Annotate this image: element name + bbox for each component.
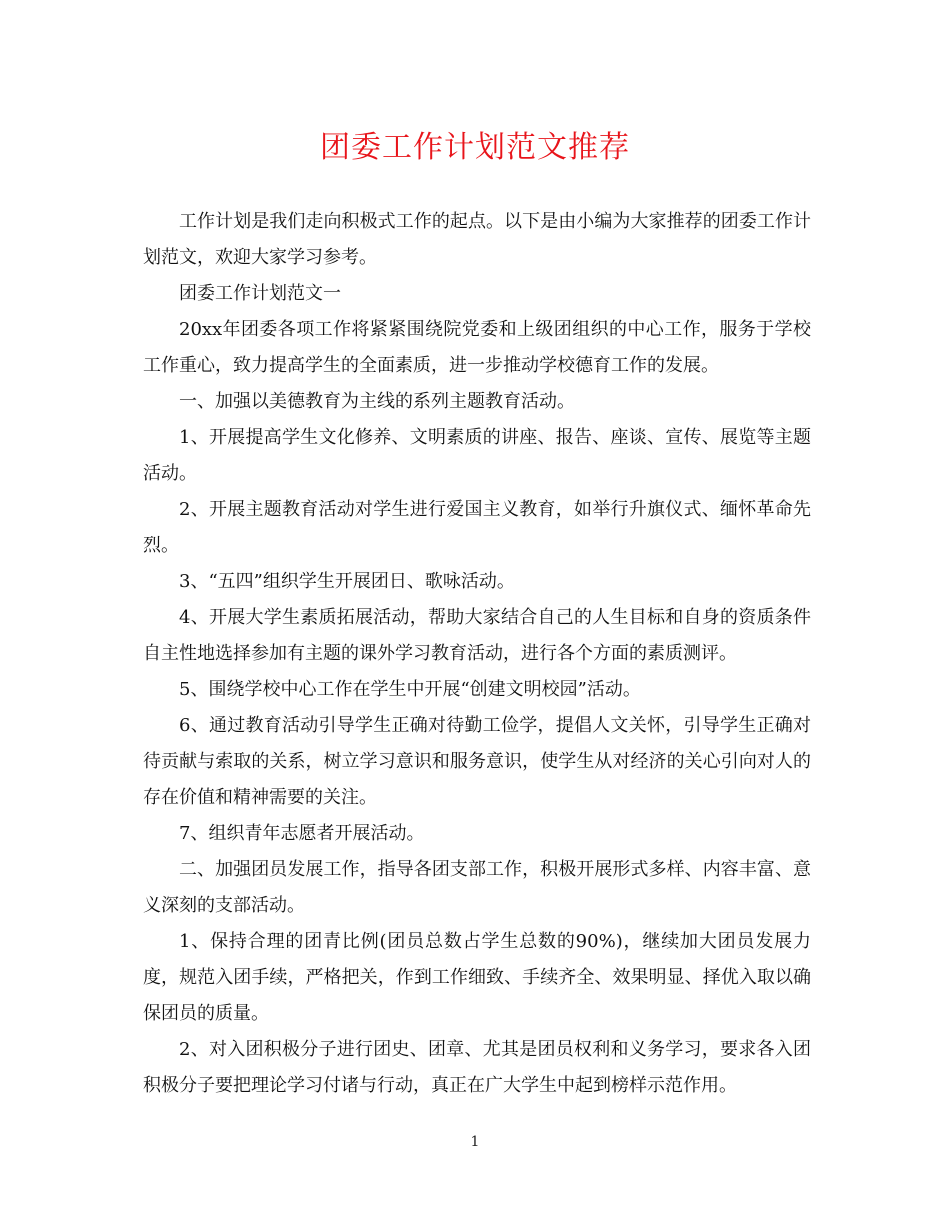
paragraph-item: 7、组织青年志愿者开展活动。 [179, 823, 425, 844]
paragraph-section-two: 二、加强团员发展工作，指导各团支部工作，积极开展形式多样、内容丰富、意义深刻的支部活动。 [143, 859, 811, 916]
document-body [143, 204, 811, 1104]
paragraph-item: 5、围绕学校中心工作在学生中开展“创建文明校园”活动。 [179, 679, 641, 700]
paragraph-heading-sample-one: 团委工作计划范文一 [179, 283, 341, 304]
paragraph-overview: 20xx年团委各项工作将紧紧围绕院党委和上级团组织的中心工作，服务于学校工作重心，致力提高学生的全面素质，进一步推动学校德育工作的发展。 [143, 319, 811, 376]
paragraph-item: 2、开展主题教育活动对学生进行爱国主义教育，如举行升旗仪式、缅怀革命先烈。 [143, 499, 811, 556]
paragraph-item: 2、对入团积极分子进行团史、团章、尤其是团员权利和义务学习，要求各入团积极分子要把理论学习付诸与行动，真正在广大学生中起到榜样示范作用。 [143, 1039, 811, 1096]
document-title: 团委工作计划范文推荐 [320, 130, 630, 165]
paragraph-intro: 工作计划是我们走向积极式工作的起点。以下是由小编为大家推荐的团委工作计划范文，欢迎大家学习参考。 [143, 211, 811, 268]
paragraph-item: 1、保持合理的团青比例(团员总数占学生总数的90%)，继续加大团员发展力度，规范入团手续，严格把关，作到工作细致、手续齐全、效果明显、择优入取以确保团员的质量。 [143, 931, 811, 1024]
paragraph-item: 6、通过教育活动引导学生正确对待勤工俭学，提倡人文关怀，引导学生正确对待贡献与索取的关系，树立学习意识和服务意识，使学生从对经济的关心引向对人的存在价值和精神需要的关注。 [143, 715, 811, 808]
paragraph-section-one: 一、加强以美德教育为主线的系列主题教育活动。 [179, 391, 575, 412]
page-number: 1 [470, 1134, 480, 1150]
paragraph-item: 3、“五四”组织学生开展团日、歌咏活动。 [179, 571, 515, 592]
paragraph-item: 4、开展大学生素质拓展活动，帮助大家结合自己的人生目标和自身的资质条件自主性地选择参加有主题的课外学习教育活动，进行各个方面的素质测评。 [143, 607, 811, 664]
paragraph-item: 1、开展提高学生文化修养、文明素质的讲座、报告、座谈、宣传、展览等主题活动。 [143, 427, 811, 484]
